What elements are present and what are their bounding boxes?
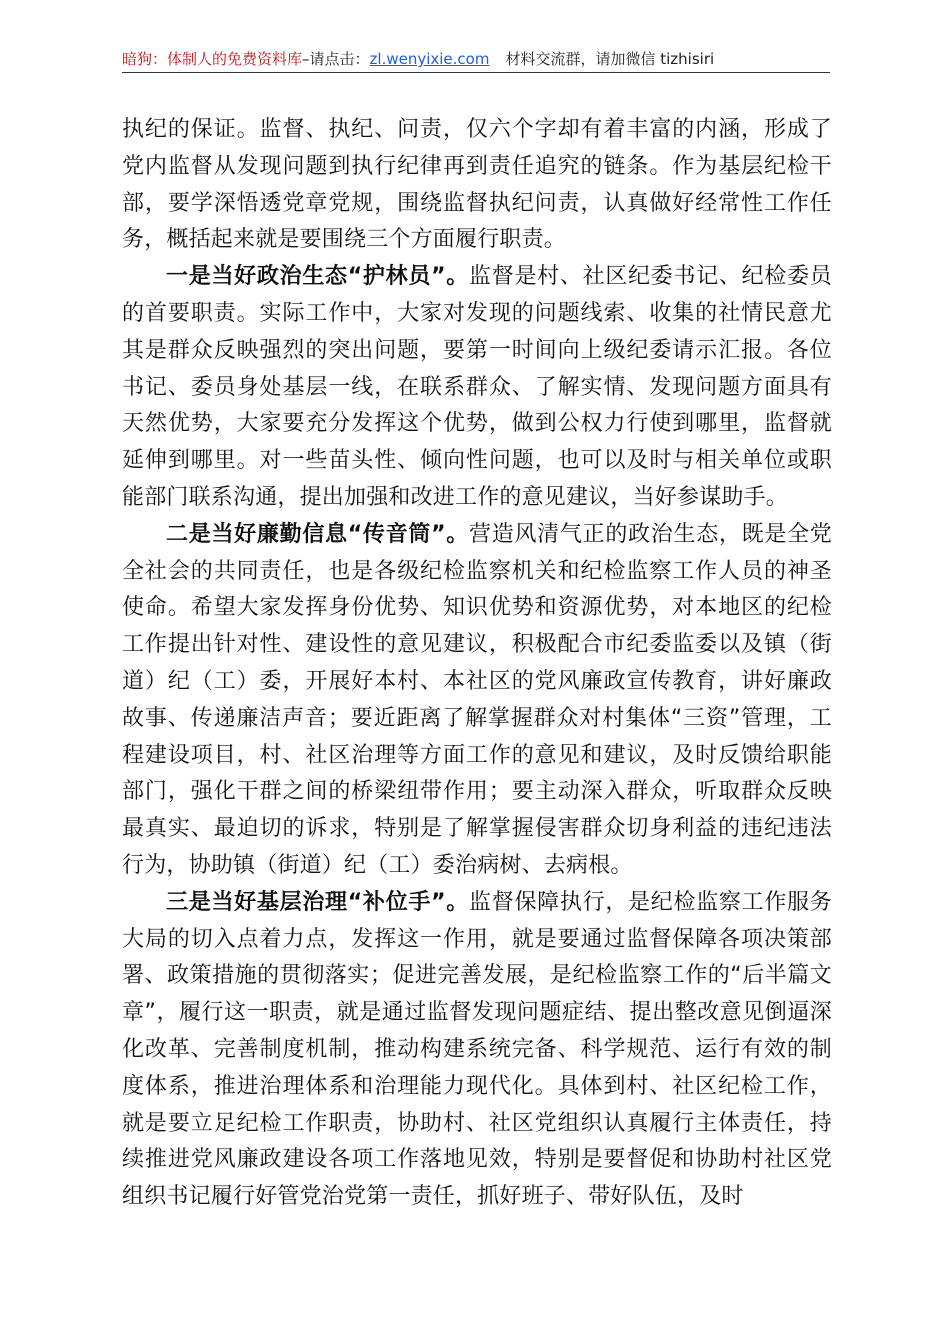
paragraph-duty-1 — [122, 259, 832, 517]
paragraph-text: 监督是村、社区纪委书记、纪检委员的首要职责。实际工作中，大家对发现的问题线索、收集的社情民意尤其是群众反映强烈的突出问题，要第一时间向上级纪委请示汇报。各位书记、委员身处基层一线，在联系群众、了解实情、发现问题方面具有天然优势，大家要充分发挥这个优势，做到公权力行使到哪里，监督就延伸到哪里。对一些苗头性、倾向性问题，也可以及时与相关单位或职能部门联系沟通，提出加强和改进工作的意见建议，当好参谋助手。 — [122, 264, 832, 510]
paragraph-heading: 二是当好廉勤信息“传音筒”。 — [166, 521, 469, 547]
document-body — [122, 112, 832, 1216]
paragraph-heading: 三是当好基层治理“补位手”。 — [166, 889, 469, 915]
paragraph-heading: 一是当好政治生态“护林员”。 — [166, 264, 469, 290]
paragraph-continuation — [122, 112, 832, 259]
header-note: 材料交流群，请加微信 tizhisiri — [505, 50, 715, 68]
header-prompt: –请点击： — [302, 50, 370, 68]
page-header — [122, 46, 830, 72]
paragraph-duty-2 — [122, 517, 832, 885]
paragraph-text: 执纪的保证。监督、执纪、问责，仅六个字却有着丰富的内涵，形成了党内监督从发现问题到执行纪律再到责任追究的链条。作为基层纪检干部，要学深悟透党章党规，围绕监督执纪问责，认真做好经常性工作任务，概括起来就是要围绕三个方面履行职责。 — [122, 117, 832, 253]
paragraph-text: 营造风清气正的政治生态，既是全党全社会的共同责任，也是各级纪检监察机关和纪检监察工作人员的神圣使命。希望大家发挥身份优势、知识优势和资源优势，对本地区的纪检工作提出针对性、建设性的意见建议，积极配合市纪委监委以及镇（街道）纪（工）委，开展好本村、本社区的党风廉政宣传教育，讲好廉政故事、传递廉洁声音；要近距离了解掌握群众对村集体“三资”管理，工程建设项目，村、社区治理等方面工作的意见和建议，及时反馈给职能部门，强化干群之间的桥梁纽带作用；要主动深入群众，听取群众反映最真实、最迫切的诉求，特别是了解掌握侵害群众切身利益的违纪违法行为，协助镇（街道）纪（工）委治病树、去病根。 — [122, 521, 832, 878]
paragraph-duty-3 — [122, 885, 832, 1216]
header-link[interactable]: zl.wenyixie.com — [369, 50, 490, 68]
header-divider — [122, 72, 830, 73]
paragraph-text: 监督保障执行，是纪检监察工作服务大局的切入点着力点，发挥这一作用，就是要通过监督保障各项决策部署、政策措施的贯彻落实；促进完善发展，是纪检监察工作的“后半篇文章”，履行这一职责，就是通过监督发现问题症结、提出整改意见倒逼深化改革、完善制度机制，推动构建系统完备、科学规范、运行有效的制度体系，推进治理体系和治理能力现代化。具体到村、社区纪检工作，就是要立足纪检工作职责，协助村、社区党组织认真履行主体责任，持续推进党风廉政建设各项工作落地见效，特别是要督促和协助村社区党组织书记履行好管党治党第一责任，抓好班子、带好队伍，及时 — [122, 889, 832, 1210]
header-brand: 暗狗：体制人的免费资料库 — [122, 50, 303, 68]
